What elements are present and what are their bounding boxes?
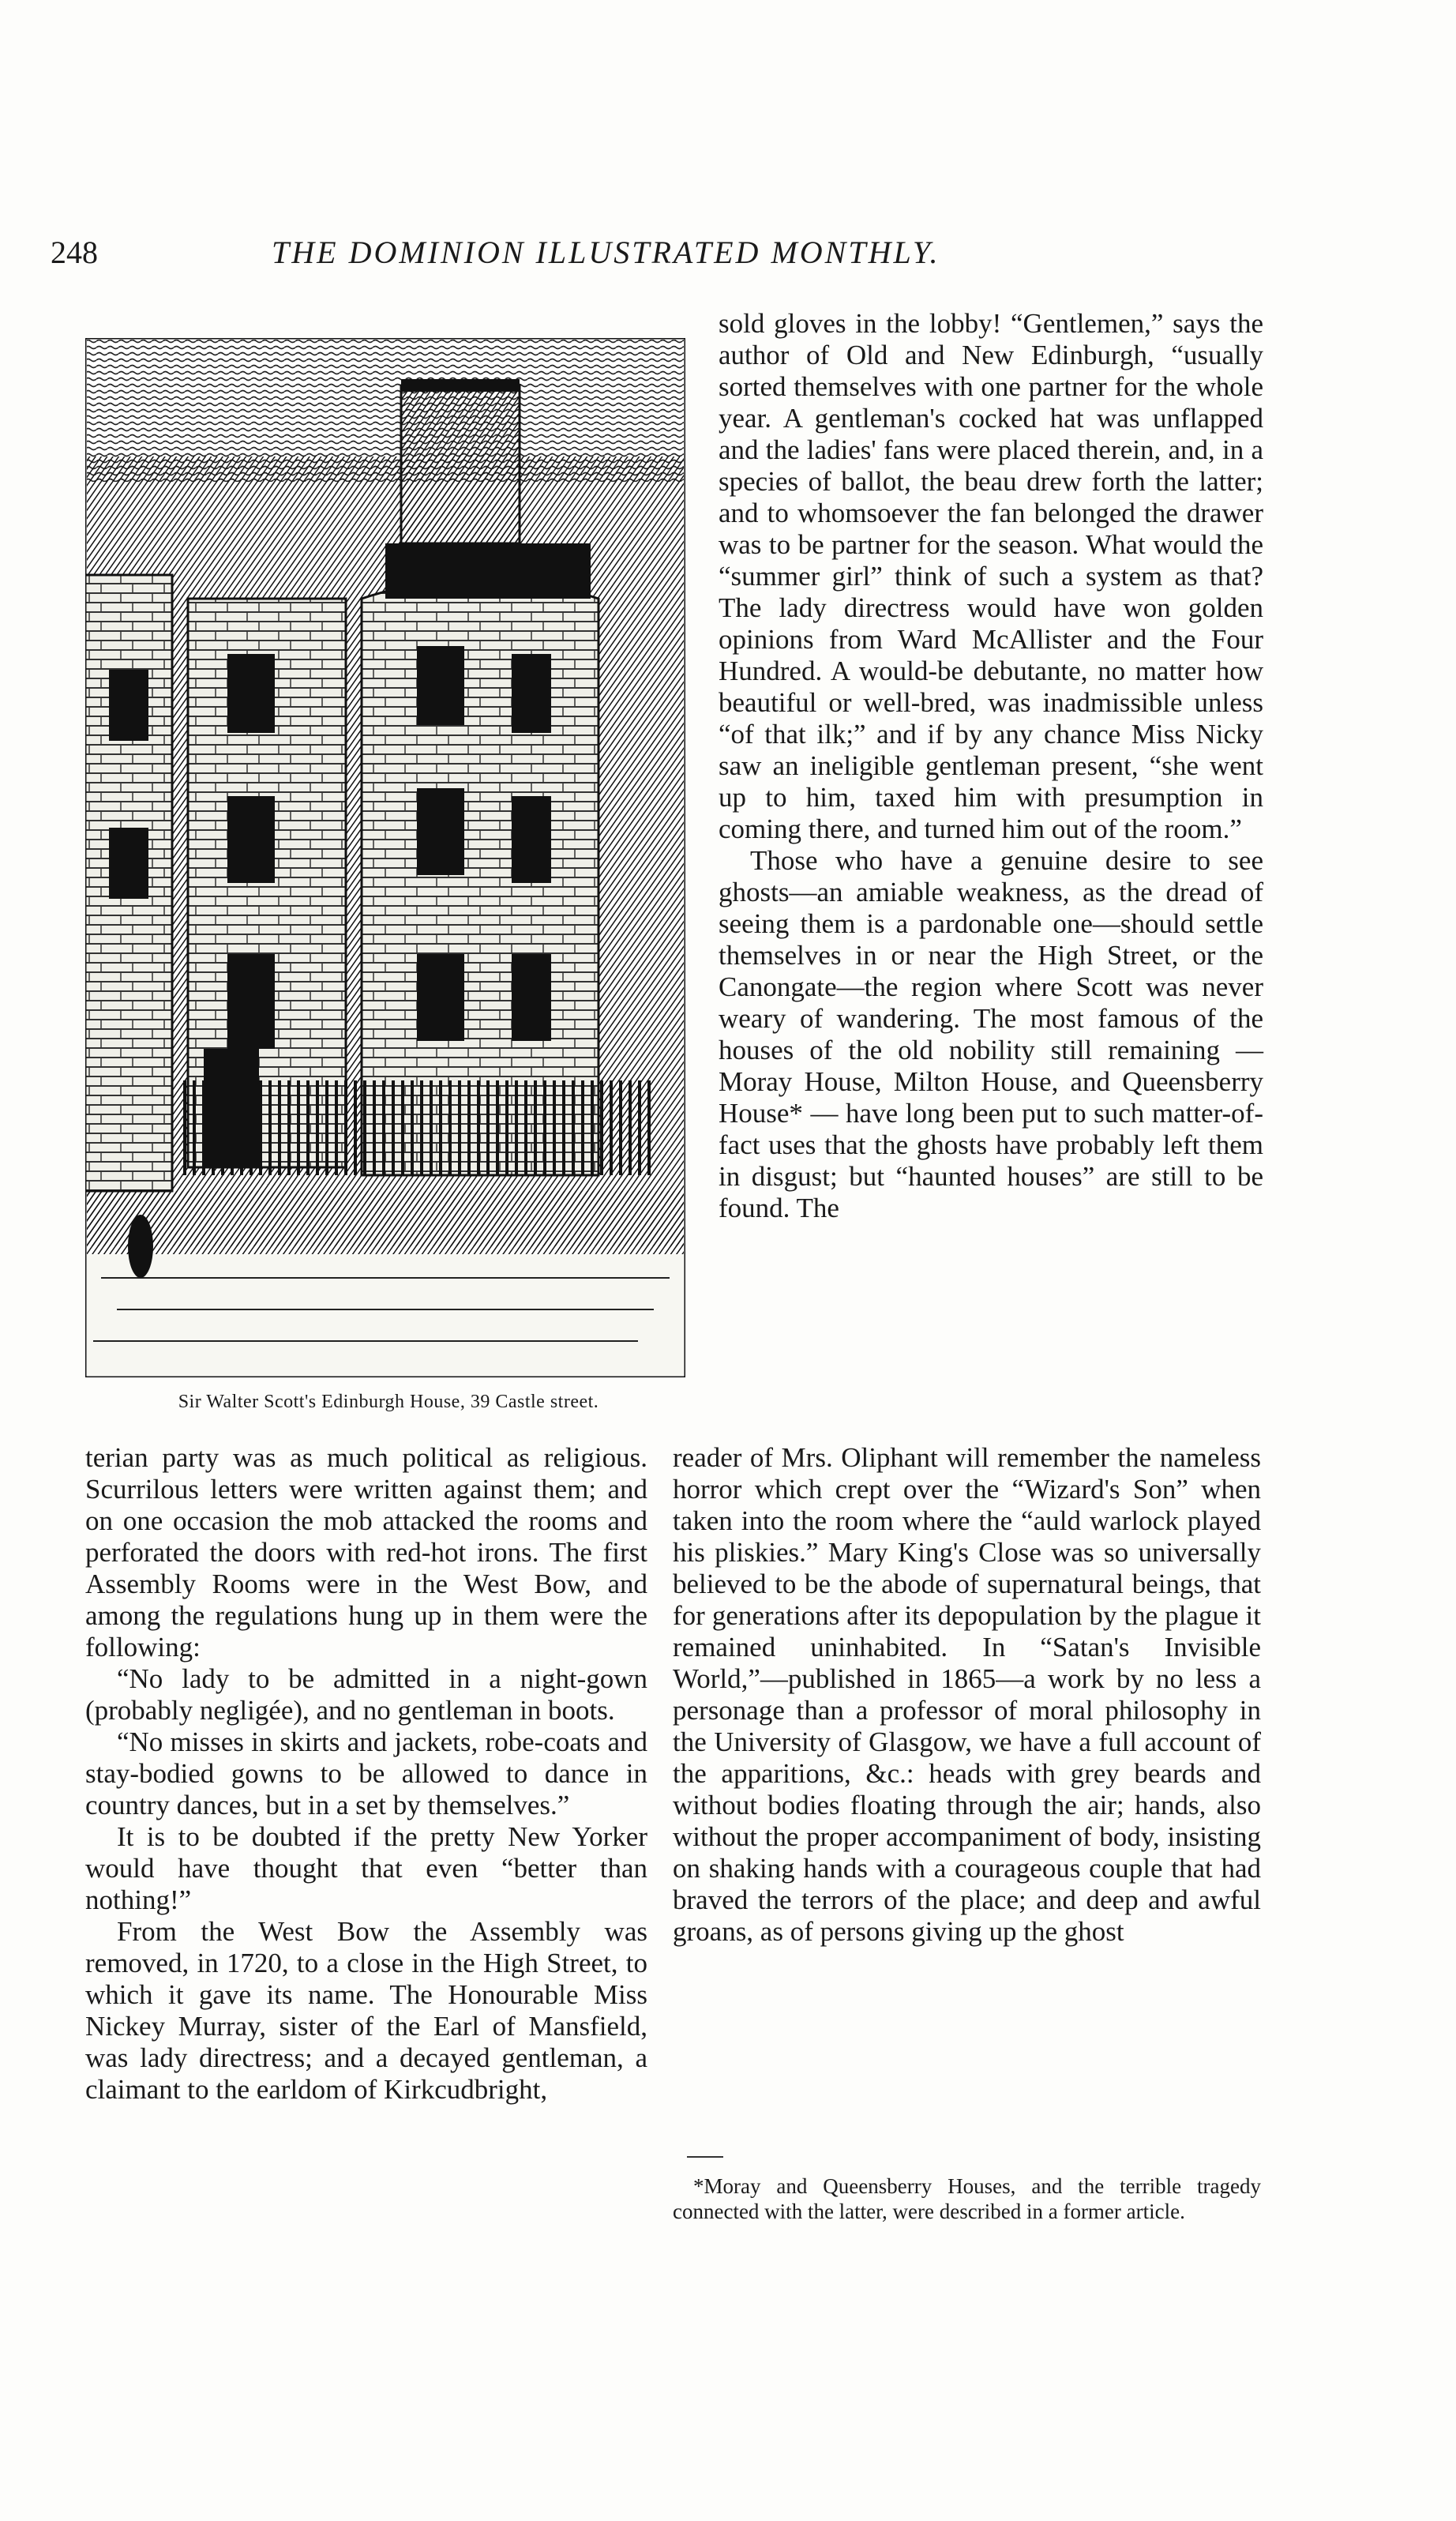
paragraph: It is to be doubted if the pretty New Yorker would have thought that even “better than nothing!”	[85, 1821, 647, 1915]
paragraph: sold gloves in the lobby! “Gentlemen,” says the author of Old and New Edinburgh, “usually sorted themselves with one partner for the whole year. A gentleman's cocked hat was unflapped and the ladies' fans were placed therein, and, in a species of ballot, the beau drew forth the latter; and to whomsoever the fan belonged the drawer was to be partner for the season. What would the “summer girl” think of such a system as that? The lady directress would have won golden opinions from Ward McAllister and the Four Hundred. A would-be debutante, no matter how beautiful or well-bred, was inadmissible unless “of that ilk;” and if by any chance Miss Nicky saw an ineligible gentleman present, “she went up to him, taxed him with presumption in coming there, and turned him out of the room.”	[719, 308, 1263, 844]
footnote	[673, 2173, 1261, 2224]
footnote-text: *Moray and Queensberry Houses, and the terrible tragedy connected with the latter, were described in a former article.	[673, 2174, 1261, 2223]
paragraph: “No misses in skirts and jackets, robe-coats and stay-bodied gowns to be allowed to dance in country dances, but in a set by themselves.”	[85, 1726, 647, 1820]
paragraph: Those who have a genuine desire to see ghosts—an amiable weakness, as the dread of seeing them is a pardonable one—should settle themselves in or near the High Street, or the Canongate—the region where Scott was never weary of wandering. The most famous of the houses of the old nobility still remaining — Moray House, Milton House, and Queensberry House* — have long been put to such matter-of-fact uses that the ghosts have probably left them in disgust; but “haunted houses” are still to be found. The	[719, 845, 1263, 1223]
left-column	[85, 1442, 647, 2106]
house-engraving	[85, 338, 685, 1377]
footnote-rule	[687, 2156, 723, 2158]
right-column-bottom	[673, 1442, 1261, 1948]
illustration-caption: Sir Walter Scott's Edinburgh House, 39 Castle street.	[178, 1392, 599, 1412]
paragraph: terian party was as much political as religious. Scurrilous letters were written against them; and on one occasion the mob attacked the rooms and perforated the doors with red-hot irons. The first Assembly Rooms were in the West Bow, and among the regulations hung up in them were the following:	[85, 1442, 647, 1663]
paragraph: reader of Mrs. Oliphant will remember the nameless horror which crept over the “Wizard's Son” when taken into the room where the “auld warlock played his pliskies.” Mary King's Close was so universally believed to be the abode of supernatural beings, that for generations after its depopulation by the plague it remained uninhabited. In “Satan's Invisible World,”—published in 1865—a work by no less a personage than a professor of moral philosophy in the University of Glasgow, we have a full account of the apparitions, &c.: heads with grey beards and without bodies floating through the air; hands, also without the proper accompaniment of body, insisting on shaking hands with a courageous couple that had braved the terrors of the place; and deep and awful groans, as of persons giving up the ghost	[673, 1442, 1261, 1947]
running-title: THE DOMINION ILLUSTRATED MONTHLY.	[272, 235, 940, 270]
paragraph: “No lady to be admitted in a night-gown (probably negligée), and no gentleman in boots.	[85, 1663, 647, 1726]
page-header	[51, 234, 1314, 281]
right-column-top	[719, 308, 1263, 1224]
page-number: 248	[51, 235, 98, 270]
paragraph: From the West Bow the Assembly was removed, in 1720, to a close in the High Street, to which it gave its name. The Honourable Miss Nickey Murray, sister of the Earl of Mansfield, was lady directress; and a decayed gentleman, a claimant to the earldom of Kirkcudbright,	[85, 1916, 647, 2105]
